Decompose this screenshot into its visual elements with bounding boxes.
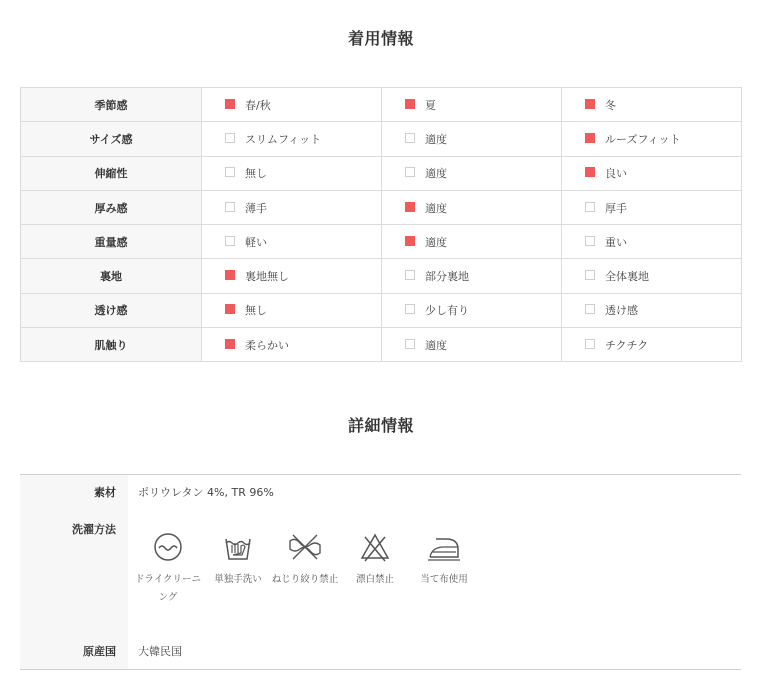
fit-option [382, 225, 562, 259]
checked-checkbox [225, 339, 235, 349]
care-label: 単独手洗い [214, 574, 262, 585]
unchecked-checkbox [585, 339, 595, 349]
unchecked-checkbox [225, 133, 235, 143]
care-item-hand-wash [204, 531, 272, 589]
fit-option-label: 良い [605, 167, 627, 181]
fit-option-label: 柔らかい [245, 338, 289, 352]
fit-option [562, 156, 742, 190]
fit-row [21, 259, 742, 293]
fit-option-label: 薄手 [245, 201, 267, 215]
unchecked-checkbox [585, 202, 595, 212]
fit-option [382, 293, 562, 327]
fit-row-label: 透け感 [21, 293, 202, 327]
no-wring-icon [287, 531, 323, 563]
iron-with-cloth-icon [426, 531, 462, 563]
fit-option-label: 夏 [425, 98, 436, 112]
fit-row [21, 225, 742, 259]
care-label: ドライクリーニング [134, 574, 202, 603]
fit-option [562, 225, 742, 259]
detail-info-table [20, 474, 741, 670]
fit-option [202, 88, 382, 122]
care-label: 漂白禁止 [355, 574, 394, 585]
fit-option [562, 259, 742, 293]
fit-row [21, 293, 742, 327]
fit-row-label: サイズ感 [21, 122, 202, 156]
fit-option-label: 適度 [425, 201, 447, 215]
unchecked-checkbox [405, 167, 415, 177]
fit-option [562, 122, 742, 156]
fit-row [21, 122, 742, 156]
fit-row-label: 厚み感 [21, 190, 202, 224]
fit-info-title: 着用情報 [347, 29, 414, 48]
unchecked-checkbox [405, 339, 415, 349]
fit-row [21, 156, 742, 190]
unchecked-checkbox [225, 167, 235, 177]
fit-option-label: 少し有り [425, 304, 469, 318]
fit-option [382, 156, 562, 190]
fit-option [382, 259, 562, 293]
fit-option-label: 部分裏地 [425, 270, 469, 284]
fit-option [202, 225, 382, 259]
fit-option-label: 無し [245, 304, 267, 318]
fit-option-label: 軽い [245, 235, 267, 249]
fit-option [562, 293, 742, 327]
no-bleach-icon [359, 531, 391, 563]
unchecked-checkbox [585, 270, 595, 280]
fit-option [202, 293, 382, 327]
care-item-dry-clean [134, 531, 202, 607]
care-item-no-wring [271, 531, 339, 589]
dry-clean-icon [152, 531, 184, 563]
fit-info-table [20, 87, 742, 362]
checked-checkbox [405, 99, 415, 109]
fit-option-label: スリムフィット [245, 132, 322, 146]
origin-value: 大韓民国 [138, 645, 182, 658]
fit-option-label: 適度 [425, 132, 447, 146]
fit-row-label: 伸縮性 [21, 156, 202, 190]
fit-row-label: 重量感 [21, 225, 202, 259]
fit-option-label: 全体裏地 [605, 270, 649, 284]
checked-checkbox [585, 167, 595, 177]
fit-option-label: 適度 [425, 167, 447, 181]
fit-option [562, 328, 742, 362]
fit-row-label: 肌触り [21, 328, 202, 362]
wash-method-label: 洗濯方法 [72, 523, 116, 536]
fit-option [202, 156, 382, 190]
fit-row-label: 裏地 [21, 259, 202, 293]
unchecked-checkbox [585, 304, 595, 314]
fit-option [382, 88, 562, 122]
fit-row [21, 190, 742, 224]
unchecked-checkbox [225, 236, 235, 246]
detail-info-title: 詳細情報 [347, 416, 414, 435]
fit-row [21, 88, 742, 122]
fit-option-label: 適度 [425, 338, 447, 352]
fit-option [202, 328, 382, 362]
material-value: ポリウレタン 4%, TR 96% [138, 486, 274, 499]
fit-option-label: 春/秋 [245, 98, 271, 112]
fit-option-label: 無し [245, 167, 267, 181]
care-label: ねじり絞り禁止 [271, 574, 339, 585]
fit-option-label: ルーズフィット [605, 132, 681, 146]
checked-checkbox [225, 304, 235, 314]
fit-option-label: チクチク [605, 338, 649, 352]
material-label: 素材 [94, 486, 116, 499]
fit-option [202, 190, 382, 224]
checked-checkbox [225, 99, 235, 109]
fit-option-label: 透け感 [605, 304, 638, 318]
checked-checkbox [585, 133, 595, 143]
origin-label: 原産国 [83, 645, 116, 658]
care-item-no-bleach [341, 531, 409, 589]
fit-option [202, 122, 382, 156]
care-item-iron-cloth [410, 531, 478, 589]
fit-option [382, 328, 562, 362]
checked-checkbox [405, 236, 415, 246]
fit-row [21, 328, 742, 362]
fit-option [382, 122, 562, 156]
fit-row-label: 季節感 [21, 88, 202, 122]
unchecked-checkbox [585, 236, 595, 246]
unchecked-checkbox [405, 304, 415, 314]
unchecked-checkbox [405, 133, 415, 143]
unchecked-checkbox [225, 202, 235, 212]
fit-option [202, 259, 382, 293]
detail-label-column [20, 475, 128, 669]
checked-checkbox [405, 202, 415, 212]
fit-option [382, 190, 562, 224]
fit-option-label: 適度 [425, 235, 447, 249]
care-label: 当て布使用 [420, 574, 468, 585]
checked-checkbox [225, 270, 235, 280]
unchecked-checkbox [405, 270, 415, 280]
fit-option-label: 冬 [605, 98, 616, 112]
checked-checkbox [585, 99, 595, 109]
fit-option [562, 88, 742, 122]
hand-wash-icon [222, 531, 254, 563]
fit-option-label: 重い [605, 235, 627, 249]
fit-option [562, 190, 742, 224]
fit-option-label: 裏地無し [245, 270, 289, 284]
fit-option-label: 厚手 [605, 201, 627, 215]
